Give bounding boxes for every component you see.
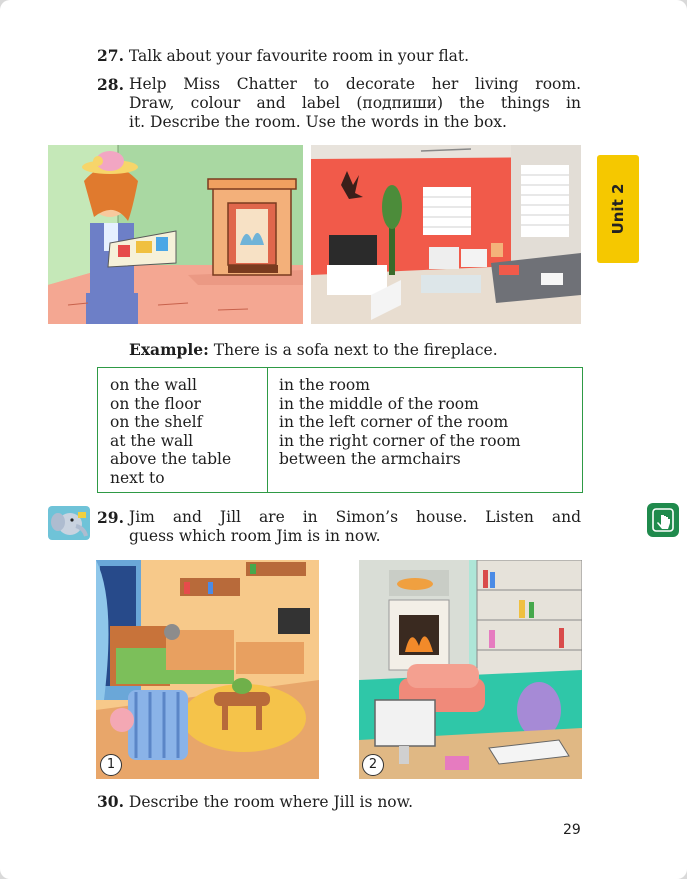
word-box-phrase: on the floor <box>110 394 201 413</box>
touch-hand-icon <box>647 503 679 537</box>
task-text-line: Jim and Jill are in Simon’s house. Listen and <box>129 508 581 526</box>
example-sentence <box>129 340 498 359</box>
word-box-phrase: in the left corner of the room <box>279 413 509 432</box>
study-room-illustration <box>359 560 582 779</box>
task-text-line: it. Describe the room. Use the words in the box. <box>129 113 507 131</box>
task-number: 27. <box>97 46 124 65</box>
word-box-column-1 <box>110 376 231 488</box>
picture-number-badge: 1 <box>100 754 122 776</box>
example-label: Example: <box>129 340 209 359</box>
task-number: 29. <box>97 508 124 527</box>
word-box-phrase: in the room <box>279 376 370 394</box>
word-box-column-2 <box>279 376 521 469</box>
task-number: 30. <box>97 792 124 811</box>
task-30 <box>97 792 582 812</box>
word-box-phrase: next to <box>110 468 165 487</box>
example-text: There is a sofa next to the fireplace. <box>213 341 498 359</box>
listen-elephant-icon <box>48 506 90 540</box>
task-number: 28. <box>97 75 124 94</box>
bedroom-illustration <box>96 560 319 779</box>
miss-chatter-illustration <box>48 145 303 324</box>
unit-tab[interactable] <box>597 155 639 263</box>
picture-number-badge: 2 <box>362 754 384 776</box>
word-box-phrase: on the shelf <box>110 413 203 432</box>
word-box <box>97 367 583 493</box>
touch-button[interactable] <box>647 503 679 537</box>
task-text-line: guess which room Jim is in now. <box>129 527 381 545</box>
task-27 <box>97 46 582 66</box>
task-text: Talk about your favourite room in your flat. <box>128 47 470 65</box>
word-box-phrase: in the middle of the room <box>279 394 479 413</box>
word-box-divider <box>267 368 268 492</box>
word-box-phrase: on the wall <box>110 376 197 394</box>
page-number: 29 <box>563 822 581 838</box>
task-text-line: Help Miss Chatter to decorate her living room. <box>129 75 581 93</box>
task-text-line: Draw, colour and label (подпиши) the things in <box>129 94 581 112</box>
word-box-phrase: at the wall <box>110 431 194 450</box>
living-room-photo <box>311 145 581 324</box>
task-text: Describe the room where Jill is now. <box>128 793 413 811</box>
word-box-phrase: above the table <box>110 450 232 469</box>
unit-tab-label: Unit 2 <box>609 183 627 235</box>
word-box-phrase: between the armchairs <box>279 450 461 469</box>
word-box-phrase: in the right corner of the room <box>279 431 521 450</box>
